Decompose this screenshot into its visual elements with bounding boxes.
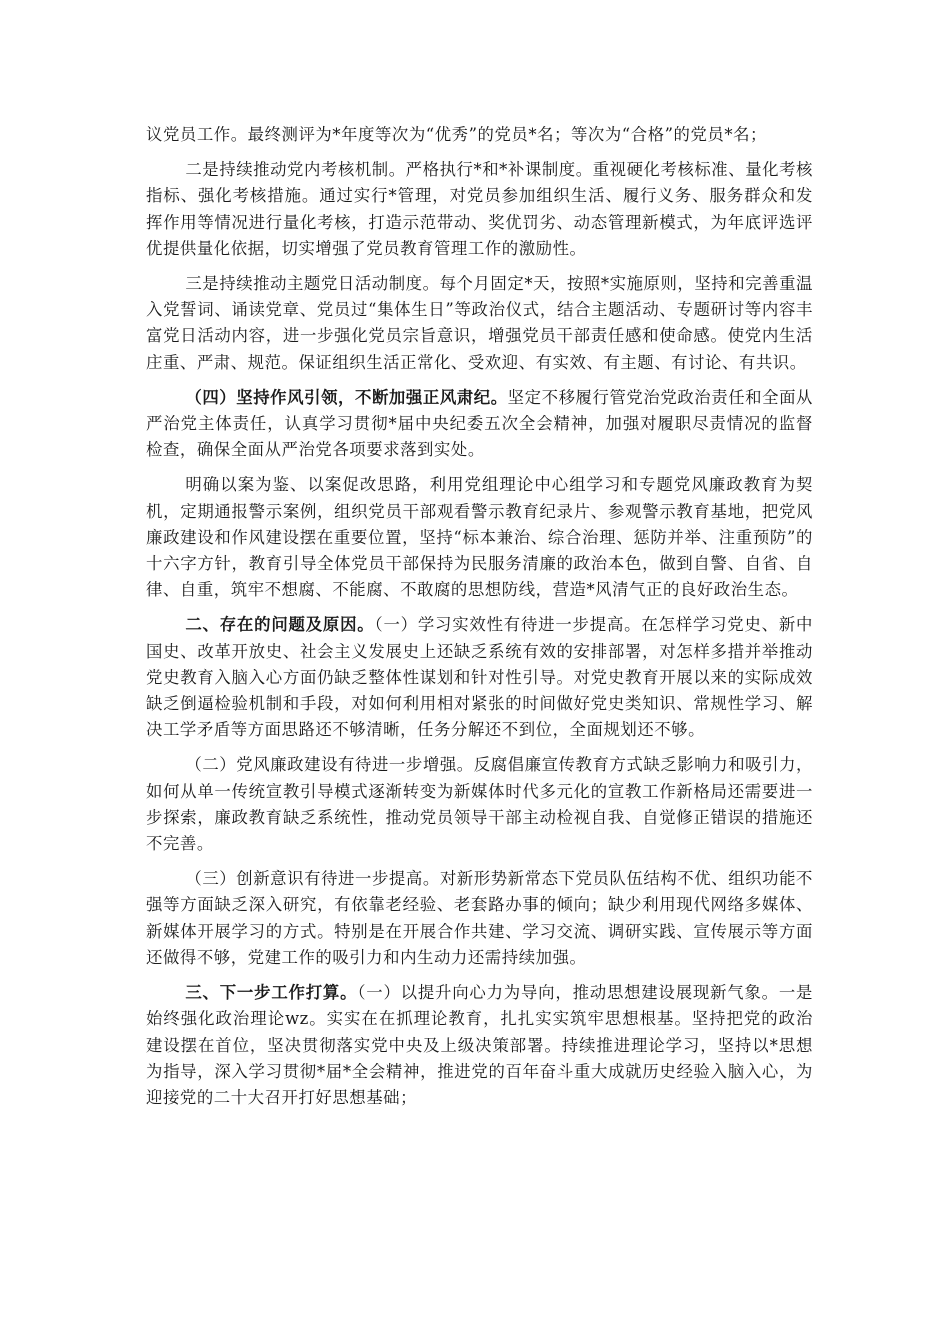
paragraph-problems: [146, 612, 813, 743]
paragraph-innovation: [146, 866, 813, 971]
section-heading: （四）坚持作风引领，不断加强正风肃纪。: [185, 387, 508, 407]
paragraph-party-day-activity: [146, 271, 813, 376]
paragraph-text: 坚定不移履行管党治党政治责任和全面从严治党主体责任，认真学习贯彻*届中央纪委五次全会精神，加强对履职尽责情况的监督检查，确保全面从严治党各项要求落到实处。: [146, 387, 813, 460]
paragraph-text: （一）以提升向心力为导向，推动思想建设展现新气象。一是始终强化政治理论wz。实实在在抓理论教育，扎扎实实筑牢思想根基。坚持把党的政治建设摆在首位，坚决贯彻落实党中央及上级决策部署。持续推进理论学习，坚持以*思想为指导，深入学习贯彻*届*全会精神，推进党的百年奋斗重大成就历史经验入脑入心，为迎接党的二十大召开打好思想基础；: [146, 983, 813, 1107]
document-body: [146, 122, 813, 1120]
paragraph-text: 三是持续推动主题党日活动制度。每个月固定*天，按照*实施原则，坚持和完善重温入党誓词、诵读党章、党员过“集体生日”等政治仪式，结合主题活动、专题研讨等内容丰富党日活动内容，进一步强化党员宗旨意识，增强党员干部责任感和使命感。使党内生活庄重、严肃、规范。保证组织生活正常化、受欢迎、有实效、有主题、有讨论、有共识。: [146, 274, 813, 372]
section-heading: 二、存在的问题及原因。: [185, 615, 375, 635]
paragraph-clean-governance: [146, 752, 813, 857]
paragraph-text: （一）学习实效性有待进一步提高。在怎样学习党史、新中国史、改革开放史、社会主义发展史上还缺乏系统有效的安排部署，对怎样多措并举推动党史教育入脑入心方面仍缺乏整体性谋划和针对性引导。对党史教育开展以来的实际成效缺乏倒逼检验机制和手段，对如何利用相对紧张的时间做好党史类知识、常规性学习、解决工学矛盾等方面思路还不够清晰，任务分解还不到位，全面规划还不够。: [146, 615, 813, 740]
paragraph-text: 议党员工作。最终测评为*年度等次为“优秀”的党员*名；等次为“合格”的党员*名；: [146, 125, 767, 144]
paragraph-warning-education: [146, 472, 813, 603]
paragraph-text: （二）党风廉政建设有待进一步增强。反腐倡廉宣传教育方式缺乏影响力和吸引力，如何从单一传统宣教引导模式逐渐转变为新媒体时代多元化的宣教工作新格局还需要进一步探索，廉政教育缺乏系统性，推动党员领导干部主动检视自我、自觉修正错误的措施还不完善。: [146, 755, 813, 854]
paragraph-text: 二是持续推动党内考核机制。严格执行*和*补课制度。重视硬化考核标准、量化考核指标、强化考核措施。通过实行*管理，对党员参加组织生活、履行义务、服务群众和发挥作用等情况进行量化考核，打造示范带动、奖优罚劣、动态管理新模式，为年底评选评优提供量化依据，切实增强了党员教育管理工作的激励性。: [146, 160, 813, 258]
paragraph-continuation: [146, 122, 813, 148]
paragraph-section-four: [146, 385, 813, 464]
paragraph-text: （三）创新意识有待进一步提高。对新形势新常态下党员队伍结构不优、组织功能不强等方面缺乏深入研究，有依靠老经验、老套路办事的倾向；缺少利用现代网络多媒体、新媒体开展学习的方式。特别是在开展合作共建、学习交流、调研实践、宣传展示等方面还做得不够，党建工作的吸引力和内生动力还需持续加强。: [146, 869, 813, 967]
paragraph-next-steps: [146, 980, 813, 1111]
section-heading: 三、下一步工作打算。: [185, 983, 358, 1003]
paragraph-assessment-mechanism: [146, 157, 813, 262]
paragraph-text: 明确以案为鉴、以案促改思路，利用党组理论中心组学习和专题党风廉政教育为契机，定期通报警示案例，组织党员干部观看警示教育纪录片、参观警示教育基地，把党风廉政建设和作风建设摆在重要位置，坚持“标本兼治、综合治理、惩防并举、注重预防”的十六字方针，教育引导全体党员干部保持为民服务清廉的政治本色，做到自警、自省、自律、自重，筑牢不想腐、不能腐、不敢腐的思想防线，营造*风清气正的良好政治生态。: [146, 475, 813, 600]
